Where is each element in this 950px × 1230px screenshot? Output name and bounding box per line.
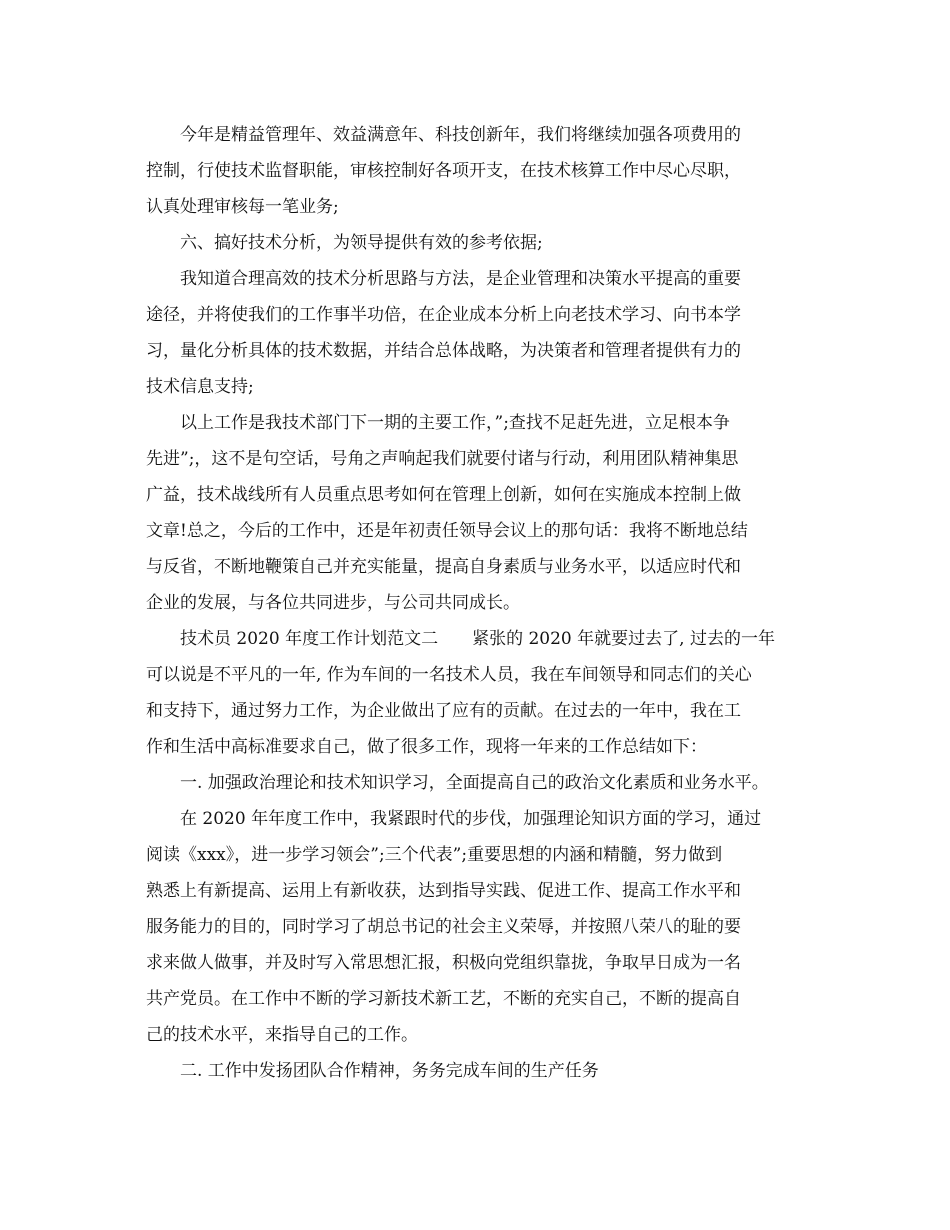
text-line: 广益，技术战线所有人员重点思考如何在管理上创新，如何在实施成本控制上做 — [146, 485, 741, 505]
text-line: 作和生活中高标准要求自己，做了很多工作，现将一年来的工作总结如下： — [146, 737, 707, 757]
text-line: 以上工作是我技术部门下一期的主要工作，”;查找不足赶先进，立足根本争 — [180, 413, 730, 433]
text-line: 途径，并将使我们的工作事半功倍，在企业成本分析上向老技术学习、向书本学 — [146, 305, 741, 325]
text-line: 求来做人做事，并及时写入常思想汇报，积极向党组织靠拢，争取早日成为一名 — [146, 953, 741, 973]
text-line: 技术信息支持; — [146, 377, 254, 397]
section-heading: 六、搞好技术分析，为领导提供有效的参考依据; — [180, 233, 543, 253]
text-line: 技术员 2020 年度工作计划范文二 紧张的 2020 年就要过去了, 过去的一年 — [180, 629, 775, 649]
text-line: 和支持下，通过努力工作，为企业做出了应有的贡献。在过去的一年中，我在工 — [146, 701, 741, 721]
text-line: 服务能力的目的，同时学习了胡总书记的社会主义荣辱，并按照八荣八的耻的要 — [146, 917, 741, 937]
text-line: 在 2020 年年度工作中，我紧跟时代的步伐，加强理论知识方面的学习，通过 — [180, 809, 762, 829]
text-line: 阅读《xxx》，进一步学习领会”;三个代表”;重要思想的内涵和精髓，努力做到 — [146, 845, 723, 865]
text-line: 与反省，不断地鞭策自己并充实能量，提高自身素质与业务水平，以适应时代和 — [146, 557, 741, 577]
document-body — [146, 117, 826, 1089]
section-heading: 二. 工作中发扬团队合作精神，务务完成车间的生产任务 — [180, 1061, 599, 1081]
text-line: 认真处理审核每一笔业务; — [146, 197, 339, 217]
text-line: 可以说是不平凡的一年, 作为车间的一名技术人员，我在车间领导和同志们的关心 — [146, 665, 752, 685]
text-line: 熟悉上有新提高、运用上有新收获，达到指导实践、促进工作、提高工作水平和 — [146, 881, 741, 901]
text-line: 己的技术水平，来指导自己的工作。 — [146, 1025, 418, 1045]
text-line: 文章!总之，今后的工作中，还是年初责任领导会议上的那句话：我将不断地总结 — [146, 521, 748, 541]
text-line: 控制，行使技术监督职能，审核控制好各项开支，在技术核算工作中尽心尽职， — [146, 161, 741, 181]
text-line: 习，量化分析具体的技术数据，并结合总体战略，为决策者和管理者提供有力的 — [146, 341, 741, 361]
section-heading: 一. 加强政治理论和技术知识学习，全面提高自己的政治文化素质和业务水平。 — [180, 773, 769, 793]
text-line: 先进”;，这不是句空话，号角之声响起我们就要付诸与行动，利用团队精神集思 — [146, 449, 739, 469]
text-line: 企业的发展，与各位共同进步，与公司共同成长。 — [146, 593, 520, 613]
text-line: 我知道合理高效的技术分析思路与方法，是企业管理和决策水平提高的重要 — [180, 269, 741, 289]
text-line: 今年是精益管理年、效益满意年、科技创新年，我们将继续加强各项费用的 — [180, 125, 741, 145]
text-line: 共产党员。在工作中不断的学习新技术新工艺，不断的充实自己，不断的提高自 — [146, 989, 741, 1009]
